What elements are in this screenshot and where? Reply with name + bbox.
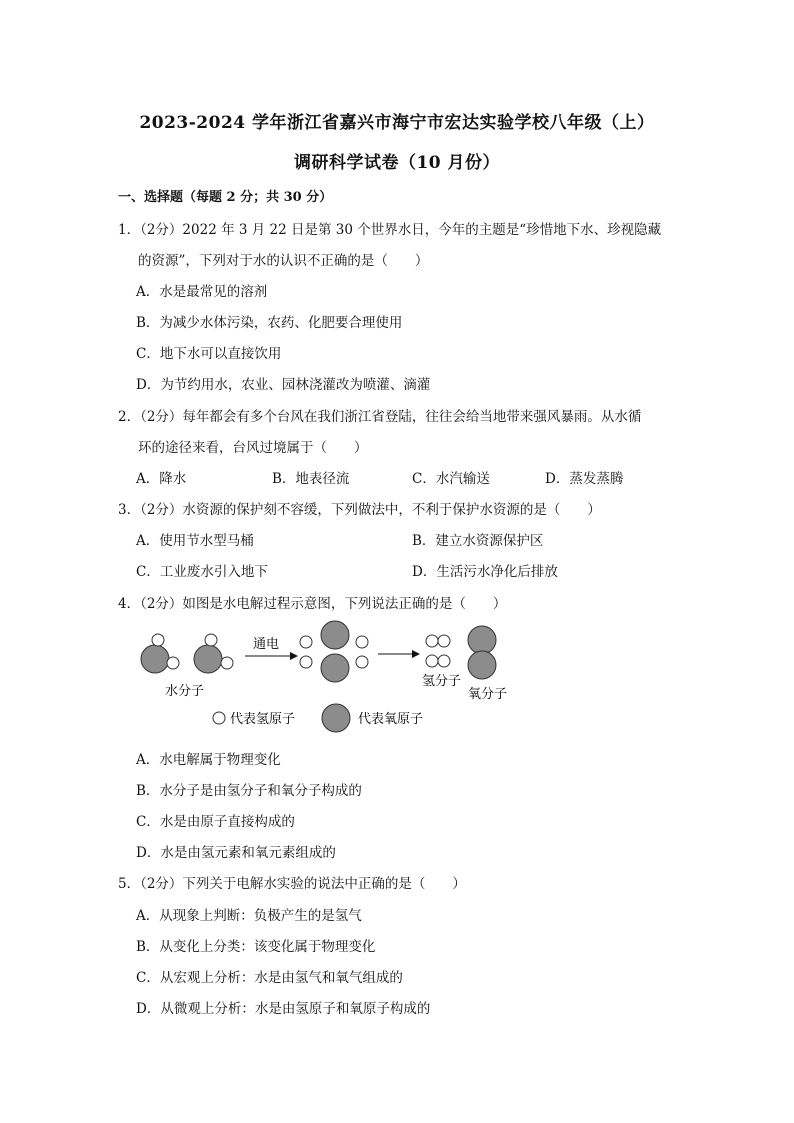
oxygen-atom-legend-icon — [322, 704, 350, 732]
q5-option-a: A．从现象上判断：负极产生的是氢气 — [136, 908, 362, 924]
q2-option-b: B．地表径流 — [272, 471, 350, 487]
q3-option-d: D．生活污水净化后排放 — [412, 564, 558, 580]
hydrogen-atom-legend-icon — [213, 712, 225, 724]
q1-option-b: B．为减少水体污染，农药、化肥要合理使用 — [136, 315, 403, 331]
q4-option-b: B．水分子是由氢分子和氧分子构成的 — [136, 783, 362, 799]
q2-option-a: A．降水 — [136, 471, 187, 487]
paper-title-line-1: 2023-2024 学年浙江省嘉兴市海宁市宏达实验学校八年级（上） — [139, 113, 655, 133]
oxygen-atom-legend-label: 代表氧原子 — [358, 712, 424, 727]
q1-stem-cont: 的资源”，下列对于水的认识不正确的是（ ） — [138, 253, 429, 269]
q4-stem: 4．（2分）如图是水电解过程示意图，下列说法正确的是（ ） — [118, 596, 507, 612]
hydrogen-atom-legend-label: 代表氢原子 — [230, 712, 296, 727]
q3-option-c: C．工业废水引入地下 — [136, 564, 268, 580]
q1-option-d: D．为节约用水，农业、园林浇灌改为喷灌、滴灌 — [136, 377, 431, 393]
q1-stem: 1．（2分）2022 年 3 月 22 日是第 30 个世界水日，今年的主题是“珍惜地下水、珍视隐藏 — [118, 222, 662, 238]
reaction-arrow-1-head — [290, 652, 298, 660]
hydrogen-molecule-label: 氢分子 — [422, 674, 462, 689]
reaction-arrow-2-head — [412, 650, 420, 658]
oxygen-molecule — [468, 626, 496, 679]
water-molecule-1 — [141, 634, 179, 673]
q2-stem: 2．（2分）每年都会有多个台风在我们浙江省登陆，往往会给当地带来强风暴雨。从水循 — [118, 409, 642, 425]
section-heading: 一、选择题（每题 2 分；共 30 分） — [118, 190, 333, 205]
q5-option-d: D．从微观上分析：水是由氢原子和氧原子构成的 — [136, 1001, 431, 1017]
separated-atoms — [300, 621, 368, 682]
q3-stem: 3．（2分）水资源的保护刻不容缓，下列做法中，不利于保护水资源的是（ ） — [118, 502, 601, 518]
q2-option-c: C．水汽输送 — [412, 471, 490, 487]
q4-option-a: A．水电解属于物理变化 — [136, 752, 281, 768]
paper-title-line-2: 调研科学试卷（10 月份） — [293, 153, 501, 173]
q2-stem-cont: 环的途径来看，台风过境属于（ ） — [138, 440, 368, 456]
oxygen-molecule-label: 氧分子 — [468, 687, 508, 702]
water-molecule-2 — [194, 634, 233, 673]
q1-option-c: C．地下水可以直接饮用 — [136, 346, 282, 362]
q5-option-b: B．从变化上分类：该变化属于物理变化 — [136, 939, 376, 955]
q2-option-d: D．蒸发蒸腾 — [545, 471, 624, 487]
q4-option-d: D．水是由氢元素和氧元素组成的 — [136, 845, 336, 861]
q5-stem: 5．（2分）下列关于电解水实验的说法中正确的是（ ） — [118, 876, 466, 892]
q3-option-b: B．建立水资源保护区 — [412, 533, 544, 549]
electrolysis-diagram — [0, 618, 794, 738]
q4-option-c: C．水是由原子直接构成的 — [136, 814, 295, 830]
hydrogen-molecules — [426, 635, 450, 667]
q5-option-c: C．从宏观上分析：水是由氢气和氧气组成的 — [136, 970, 403, 986]
water-molecule-label: 水分子 — [165, 684, 205, 699]
q1-option-a: A．水是最常见的溶剂 — [136, 284, 268, 300]
q3-option-a: A．使用节水型马桶 — [136, 533, 254, 549]
electrify-label: 通电 — [253, 637, 280, 652]
